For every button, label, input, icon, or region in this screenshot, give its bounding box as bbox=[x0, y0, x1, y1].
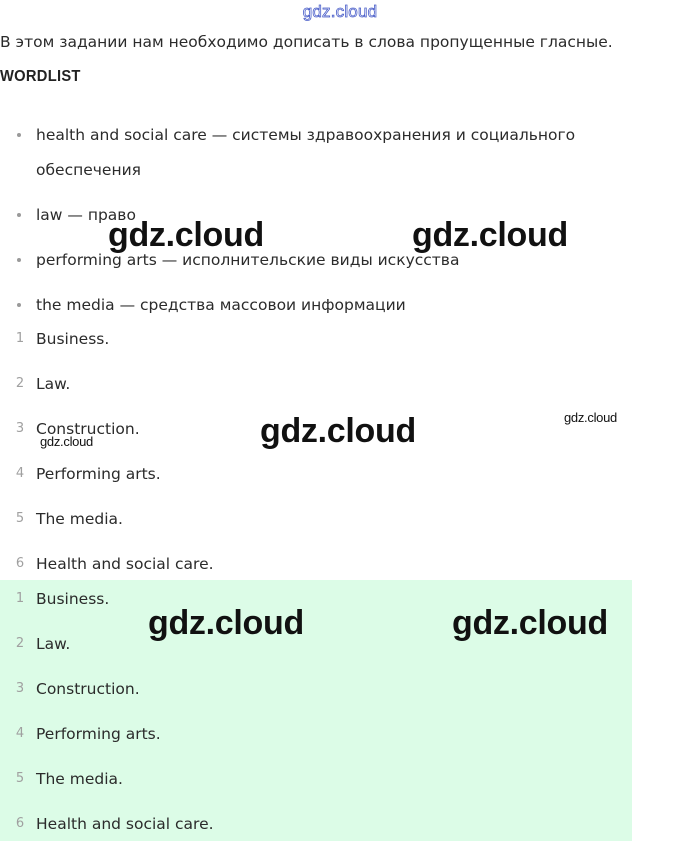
item-text: Law. bbox=[36, 375, 71, 393]
list-item bbox=[0, 366, 632, 411]
list-item bbox=[0, 501, 632, 546]
watermark: gdz.cloud bbox=[40, 434, 93, 449]
watermark: gdz.cloud bbox=[564, 410, 617, 425]
item-number: 4 bbox=[15, 726, 25, 741]
site-logo[interactable]: gdz.cloud bbox=[302, 2, 378, 21]
item-number: 1 bbox=[15, 331, 25, 346]
item-number: 5 bbox=[15, 771, 25, 786]
item-number: 2 bbox=[15, 636, 25, 651]
task-intro: В этом задании нам необходимо дописать в слова пропущенные гласные. bbox=[0, 33, 613, 51]
bullet-icon bbox=[17, 133, 21, 137]
list-item bbox=[0, 288, 626, 323]
item-number: 6 bbox=[15, 816, 25, 831]
list-item bbox=[0, 716, 632, 761]
bullet-icon bbox=[17, 213, 21, 217]
item-number: 1 bbox=[15, 591, 25, 606]
task-list bbox=[0, 321, 632, 591]
watermark: gdz.cloud bbox=[148, 604, 304, 642]
item-text: Performing arts. bbox=[36, 725, 161, 743]
list-item bbox=[0, 761, 632, 806]
item-text: Business. bbox=[36, 330, 110, 348]
item-text: The media. bbox=[36, 770, 123, 788]
list-item bbox=[0, 118, 626, 188]
bullet-icon bbox=[17, 258, 21, 262]
item-text: The media. bbox=[36, 510, 123, 528]
bullet-icon bbox=[17, 303, 21, 307]
wordlist-entry: the media — средства массовои информации bbox=[36, 296, 406, 314]
watermark: gdz.cloud bbox=[452, 604, 608, 642]
list-item bbox=[0, 806, 632, 851]
item-text: Health and social care. bbox=[36, 815, 214, 833]
item-number: 3 bbox=[15, 681, 25, 696]
item-text: Performing arts. bbox=[36, 465, 161, 483]
watermark: gdz.cloud bbox=[108, 216, 264, 254]
wordlist-entry: law — право bbox=[36, 206, 136, 224]
wordlist-entry: performing arts — исполнительские виды искусства bbox=[36, 251, 460, 269]
list-item bbox=[0, 456, 632, 501]
item-text: Construction. bbox=[36, 680, 140, 698]
item-text: Construction. bbox=[36, 420, 140, 438]
item-text: Health and social care. bbox=[36, 555, 214, 573]
item-number: 4 bbox=[15, 466, 25, 481]
watermark: gdz.cloud bbox=[412, 216, 568, 254]
item-number: 5 bbox=[15, 511, 25, 526]
item-number: 2 bbox=[15, 376, 25, 391]
item-text: Business. bbox=[36, 590, 110, 608]
wordlist-entry: health and social care — системы здравоохранения и социального обеспечения bbox=[36, 126, 576, 179]
item-number: 3 bbox=[15, 421, 25, 436]
list-item bbox=[0, 321, 632, 366]
item-number: 6 bbox=[15, 556, 25, 571]
wordlist-heading: WORDLIST bbox=[0, 68, 81, 85]
list-item bbox=[0, 671, 632, 716]
watermark: gdz.cloud bbox=[260, 412, 416, 450]
item-text: Law. bbox=[36, 635, 71, 653]
